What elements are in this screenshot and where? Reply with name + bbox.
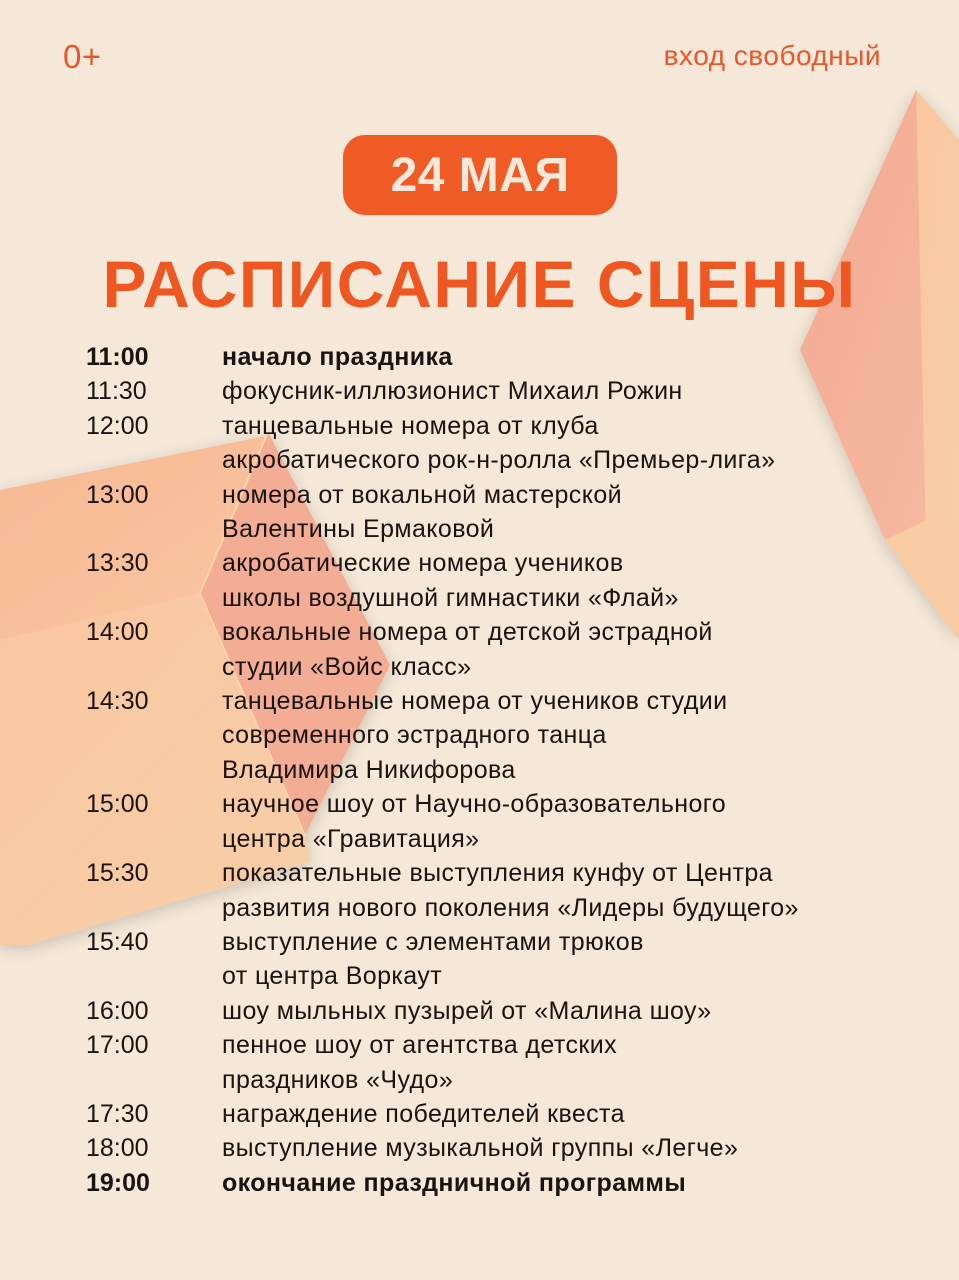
event-line: от центра Воркаут bbox=[222, 962, 443, 991]
event-line: научное шоу от Научно-образовательного bbox=[222, 790, 727, 819]
event bbox=[222, 1131, 738, 1165]
schedule-row bbox=[86, 684, 906, 787]
event bbox=[222, 994, 712, 1028]
event bbox=[222, 1097, 625, 1131]
event-line: танцевальные номера от клуба bbox=[222, 411, 599, 440]
schedule-row bbox=[86, 340, 906, 374]
schedule-row bbox=[86, 1166, 906, 1200]
time: 13:30 bbox=[86, 549, 149, 578]
event-line: развития нового поколения «Лидеры будущего» bbox=[222, 893, 799, 922]
time: 17:00 bbox=[86, 1031, 149, 1060]
event-line: центра «Гравитация» bbox=[222, 824, 480, 853]
event bbox=[222, 684, 727, 787]
time: 14:30 bbox=[86, 687, 149, 716]
schedule-row bbox=[86, 478, 906, 547]
event bbox=[222, 478, 622, 547]
event-line: школы воздушной гимнастики «Флай» bbox=[222, 583, 679, 612]
schedule-row bbox=[86, 925, 906, 994]
schedule-row bbox=[86, 994, 906, 1028]
event bbox=[222, 615, 713, 684]
event-line: праздников «Чудо» bbox=[222, 1065, 454, 1094]
time: 14:00 bbox=[86, 618, 149, 647]
event bbox=[222, 1028, 617, 1097]
schedule-row bbox=[86, 615, 906, 684]
page-title: РАСПИСАНИЕ СЦЕНЫ bbox=[102, 247, 857, 321]
time: 13:00 bbox=[86, 480, 149, 509]
time: 18:00 bbox=[86, 1134, 149, 1163]
event-line: студии «Войс класс» bbox=[222, 652, 472, 681]
event-line: выступление музыкальной группы «Легче» bbox=[222, 1134, 739, 1163]
event bbox=[222, 409, 775, 478]
schedule-row bbox=[86, 374, 906, 408]
event bbox=[222, 1166, 686, 1200]
time: 11:00 bbox=[86, 343, 149, 371]
event bbox=[222, 856, 799, 925]
time: 19:00 bbox=[86, 1168, 150, 1197]
schedule-row bbox=[86, 787, 906, 856]
time: 12:00 bbox=[86, 411, 149, 440]
time: 15:40 bbox=[86, 927, 149, 956]
event-line: показательные выступления кунфу от Центра bbox=[222, 859, 773, 888]
event-line: современного эстрадного танца bbox=[222, 721, 607, 750]
date-badge bbox=[343, 135, 617, 215]
schedule-row bbox=[86, 1097, 906, 1131]
time: 15:00 bbox=[86, 790, 149, 819]
entry-info: вход свободный bbox=[663, 40, 881, 71]
event bbox=[222, 374, 683, 408]
age-rating: 0+ bbox=[63, 38, 102, 75]
event-line: выступление с элементами трюков bbox=[222, 927, 644, 956]
schedule-row bbox=[86, 546, 906, 615]
time: 17:30 bbox=[86, 1099, 149, 1128]
time: 15:30 bbox=[86, 859, 149, 888]
schedule-list bbox=[86, 340, 906, 1200]
time: 11:30 bbox=[86, 377, 147, 406]
schedule-row bbox=[86, 1028, 906, 1097]
schedule-row bbox=[86, 409, 906, 478]
event-line: Владимира Никифорова bbox=[222, 755, 516, 784]
date-label: 24 МАЯ bbox=[390, 148, 570, 202]
event bbox=[222, 546, 679, 615]
event bbox=[222, 787, 726, 856]
event-line: акробатические номера учеников bbox=[222, 549, 624, 578]
event-line: акробатического рок-н-ролла «Премьер-лига» bbox=[222, 446, 776, 475]
event-line: шоу мыльных пузырей от «Малина шоу» bbox=[222, 996, 712, 1025]
schedule-row bbox=[86, 856, 906, 925]
event-line: награждение победителей квеста bbox=[222, 1099, 625, 1128]
event-line: фокусник-иллюзионист Михаил Рожин bbox=[222, 377, 683, 406]
schedule-row bbox=[86, 1131, 906, 1165]
event-line: пенное шоу от агентства детских bbox=[222, 1031, 617, 1060]
event-line: номера от вокальной мастерской bbox=[222, 480, 622, 509]
event-line: вокальные номера от детской эстрадной bbox=[222, 618, 713, 647]
time: 16:00 bbox=[86, 996, 149, 1025]
event-line: Валентины Ермаковой bbox=[222, 515, 495, 544]
event-line: начало праздника bbox=[222, 343, 453, 371]
event bbox=[222, 340, 453, 374]
event-line: окончание праздничной программы bbox=[222, 1168, 687, 1197]
event-line: танцевальные номера от учеников студии bbox=[222, 687, 728, 716]
event bbox=[222, 925, 644, 994]
